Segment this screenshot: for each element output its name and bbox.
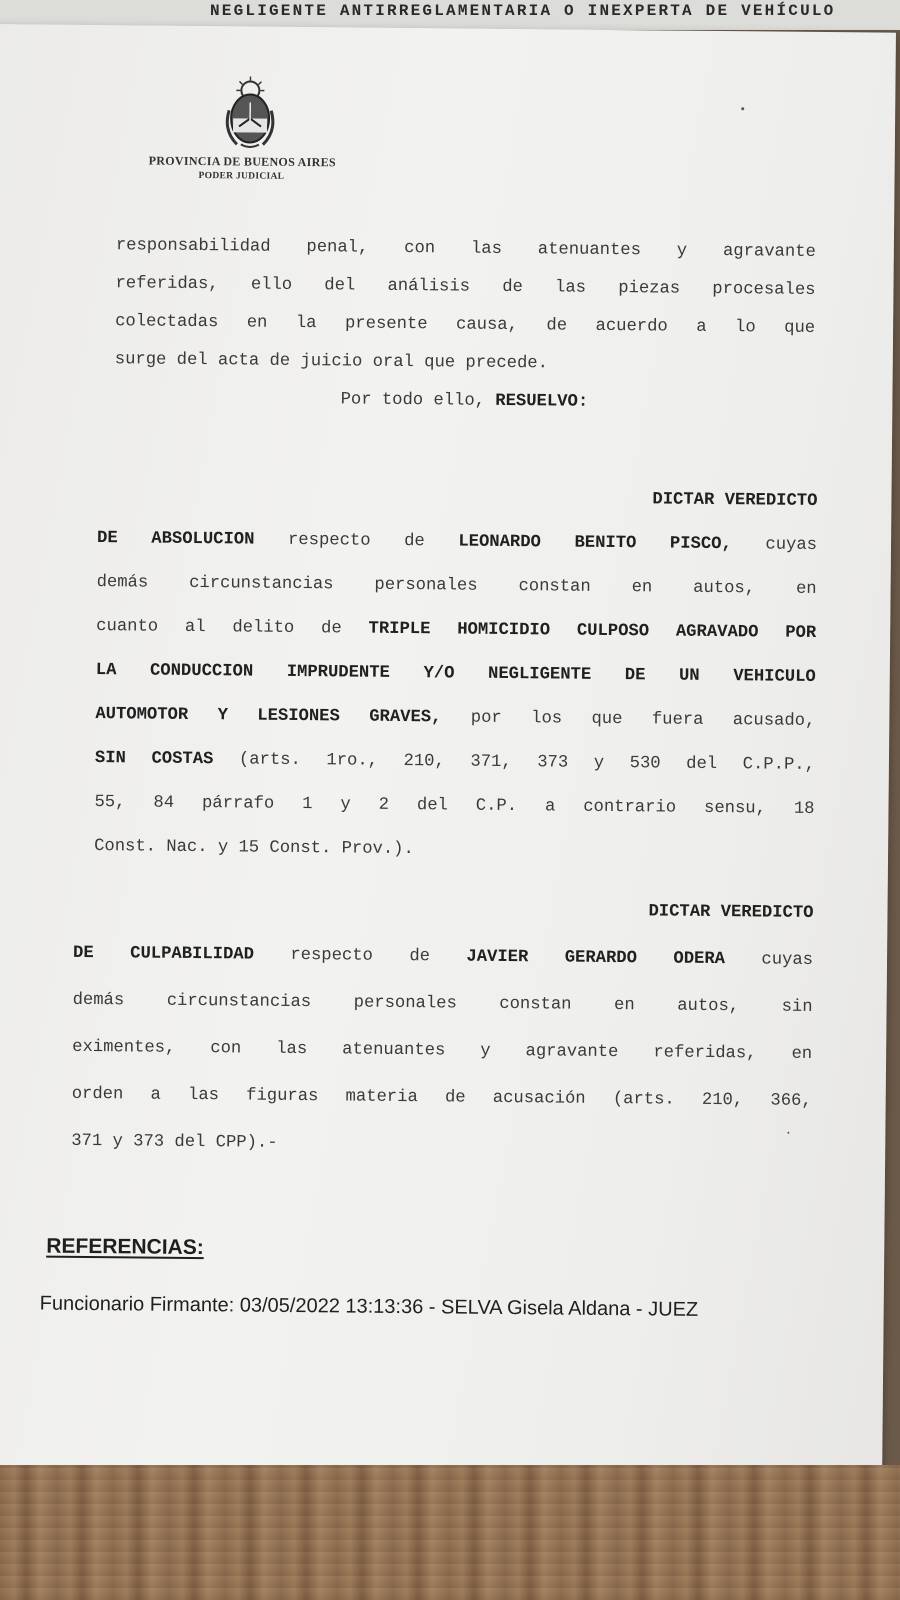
veredicto-heading: DICTAR VEREDICTO [652, 490, 818, 511]
text-line: colectadas en la presente causa, de acuerdo a lo que [115, 312, 816, 338]
paragraph-intro [114, 227, 816, 424]
paper-speck [787, 1132, 789, 1134]
text-line: 371 y 373 del CPP).- [71, 1131, 278, 1153]
text-line: AUTOMOTOR Y LESIONES GRAVES, por los que fuera acusado, [95, 705, 816, 731]
veredicto-absolucion [94, 473, 818, 876]
text-line: DE ABSOLUCION respecto de LEONARDO BENITO PISCO, cuyas [96, 529, 818, 555]
text-line: Const. Nac. y 15 Const. Prov.). [94, 837, 414, 860]
text-line: demás circunstancias personales constan en autos, sin [72, 990, 813, 1017]
coat-of-arms-seal [221, 74, 280, 151]
defendant-name: JAVIER GERARDO ODERA [466, 947, 726, 970]
signature-line: Funcionario Firmante: 03/05/2022 13:13:36 - SELVA Gisela Aldana - JUEZ [39, 1292, 699, 1321]
wooden-table [0, 1465, 900, 1600]
institution-name: PROVINCIA DE BUENOS AIRES [148, 153, 336, 170]
text-line: surge del acta de juicio oral que precede. [114, 350, 549, 374]
text-line: eximentes, con las atenuantes y agravante referidas, en [72, 1037, 813, 1064]
continuation-header: NEGLIGENTE ANTIRREGLAMENTARIA O INEXPERTA DE VEHÍCULO [210, 2, 836, 20]
referencias-title: REFERENCIAS: [46, 1234, 204, 1260]
veredicto-culpabilidad [71, 883, 814, 1172]
institution-subtitle: PODER JUDICIAL [198, 171, 285, 182]
text-line: cuanto al delito de TRIPLE HOMICIDIO CULPOSO AGRAVADO POR [96, 617, 817, 643]
text-line: demás circunstancias personales constan en autos, en [96, 573, 817, 599]
resuelvo-line: Por todo ello, RESUELVO: [340, 390, 589, 412]
text-line: referidas, ello del análisis de las piezas procesales [115, 274, 816, 300]
paper-speck [741, 107, 744, 110]
defendant-name: LEONARDO BENITO PISCO, [458, 532, 732, 555]
text-line: SIN COSTAS (arts. 1ro., 210, 371, 373 y 530 del C.P.P., [94, 749, 816, 775]
text-line: responsabilidad penal, con las atenuantes y agravante [115, 236, 816, 262]
text-line: orden a las figuras materia de acusación (arts. 210, 366, [71, 1084, 812, 1111]
veredicto-heading: DICTAR VEREDICTO [648, 902, 814, 923]
text-line: DE CULPABILIDAD respecto de JAVIER GERARDO ODERA cuyas [72, 943, 814, 970]
paper-sheet [0, 24, 896, 1481]
resuelvo-keyword: RESUELVO: [495, 391, 589, 412]
text-line: LA CONDUCCION IMPRUDENTE Y/O NEGLIGENTE DE UN VEHICULO [95, 661, 816, 687]
text-line: 55, 84 párrafo 1 y 2 del C.P. a contrario sensu, 18 [94, 793, 815, 819]
